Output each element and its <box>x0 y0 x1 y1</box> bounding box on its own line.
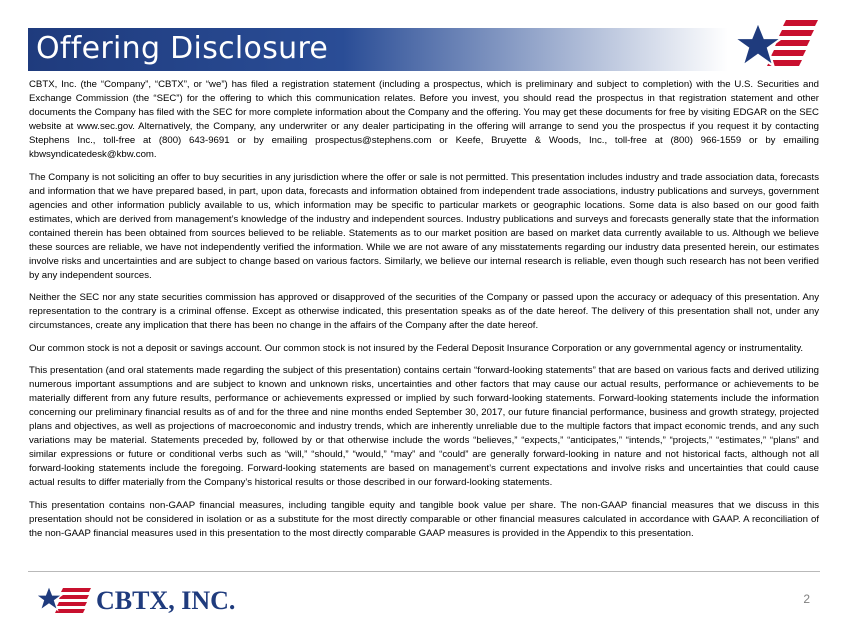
flag-stripes-star-icon <box>33 584 93 616</box>
paragraph-sec-approval: Neither the SEC nor any state securities commission has approved or disapproved of the securities of the Company or passed upon the accuracy or adequacy of this presentation. Any representation to the contrary is a criminal offense. Except as otherwise indicated, this presentation speaks as of the date hereof. The delivery of this presentation shall not, under any circumstances, create any implication that there has been no change in the affairs of the Company after the date hereof. <box>29 292 819 332</box>
paragraph-registration-statement: CBTX, Inc. (the “Company”, “CBTX”, or “we”) has filed a registration statement (including a prospectus, which is preliminary and subject to completion) with the U.S. Securities and Exchange Commission (the “SEC”) for the offering to which this communication relates. Before you invest, you should read the prospectus in that registration statement and other documents the Company has filed with the SEC for more complete information about the Company and the offering. You may get these documents for free by visiting EDGAR on the SEC website at www.sec.gov. Alternatively, the Company, any underwriter or any dealer participating in the offering will arrange to send you the prospectus if you request it by contacting Stephens Inc., toll-free at (800) 643-9691 or by emailing prospectus@stephens.com or Keefe, Bruyette & Woods, Inc., toll-free at (800) 966-1559 or by emailing kbwsyndicatedesk@kbw.com. <box>29 79 819 160</box>
paragraph-forward-looking: This presentation (and oral statements made regarding the subject of this presentation) contains certain “forward-looking statements” that are based on various facts and derived utilizing numerous important assumptions and are subject to known and unknown risks, uncertainties and other factors that may cause our actual results, performance or achievements to be materially different from any future results, performance or achievements expressed or implied by such forward-looking statements. Forward-looking statements include the information concerning our preliminary financial results as of and for the three and nine months ended September 30, 2017, our future financial performance, business and growth strategy, projected plans and objectives, as well as projections of macroeconomic and industry trends, which are inherently unreliable due to the multiple factors that impact economic trends, and any such variations may be material. Statements preceded by, followed by or that otherwise include the words “believes,” “expects,” “anticipates,” “intends,” “projects,” “estimates,” “plans” and similar expressions or future or conditional verbs such as “will,” “should,” “would,” “may” and “could” are generally forward-looking in nature and not historical facts, although not all forward-looking statements include the foregoing. Forward-looking statements are based on management’s current expectations and involve risks and uncertainties that could cause actual results to differ materially from the Company’s historical results or those described in our forward-looking statements. <box>29 365 819 489</box>
paragraph-industry-data: The Company is not soliciting an offer to buy securities in any jurisdiction where the offer or sale is not permitted. This presentation includes industry and trade association data, forecasts and information that we have prepared based, in part, upon data, forecasts and information obtained from independent trade associations, industry publications and surveys, government agencies and other information publicly available to us, which information may be specific to particular markets or geographic locations. Some data is also based on our good faith estimates, which are derived from management’s knowledge of the industry and independent sources. Industry publications and surveys and forecasts generally state that the information contained therein has been obtained from sources believed to be reliable. Statements as to our market position are based on market data currently available to us. Although we believe these sources are reliable, we have not independently verified the information. While we are not aware of any misstatements regarding our industry data presented herein, our estimates involve risks and uncertainties and are subject to change based on various factors. Similarly, we believe our internal research is reliable, even though such research has not been verified by any independent sources. <box>29 171 819 281</box>
star-flag-icon <box>728 16 824 76</box>
page-title: Offering Disclosure <box>36 31 329 66</box>
footer-company-name: CBTX, INC. <box>96 586 236 615</box>
paragraph-non-gaap: This presentation contains non-GAAP financial measures, including tangible equity and tangible book value per share. The non-GAAP financial measures that we discuss in this presentation should not be considered in isolation or as a substitute for the most directly comparable or other financial measures calculated in accordance with GAAP. A reconciliation of the non-GAAP financial measures used in this presentation to the most directly comparable GAAP measures is provided in the Appendix to this presentation. <box>29 499 819 539</box>
footer-divider <box>28 571 820 572</box>
page-number: 2 <box>803 592 810 606</box>
paragraph-not-deposit: Our common stock is not a deposit or savings account. Our common stock is not insured by the Federal Deposit Insurance Corporation or any governmental agency or instrumentality. <box>29 342 804 354</box>
disclosure-body <box>29 78 819 550</box>
